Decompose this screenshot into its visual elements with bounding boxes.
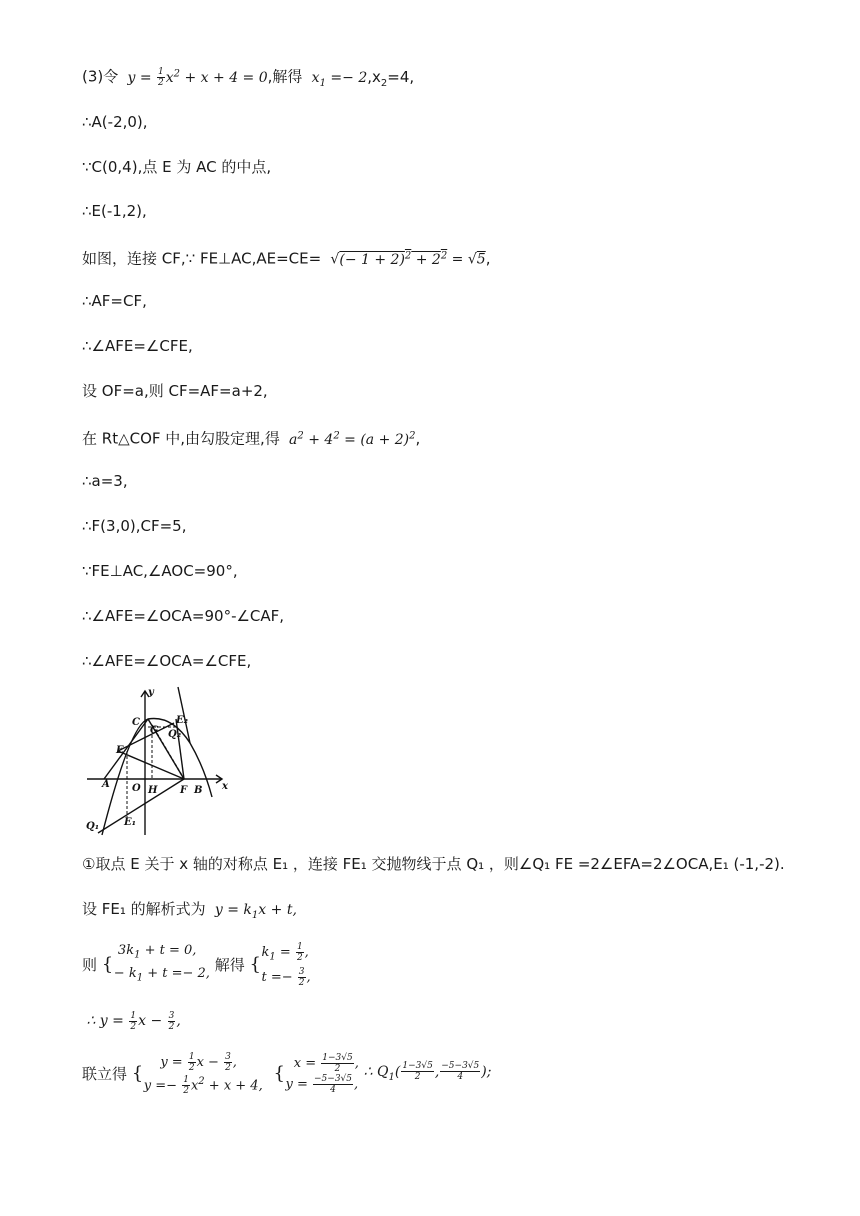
label-E1: E₁ bbox=[124, 817, 137, 828]
line-18 bbox=[82, 1010, 181, 1032]
label-O: O bbox=[132, 783, 141, 794]
line-9: 在 Rt△COF 中,由勾股定理,得 $a^2 + 4^2 = (a + 2)^2$, bbox=[82, 429, 421, 448]
parabola-figure bbox=[82, 685, 232, 837]
label-E2: E₂ bbox=[176, 715, 189, 726]
label-Q2: Q₂ bbox=[168, 729, 182, 740]
line-Q1F bbox=[98, 779, 184, 833]
line-3: ∵C(0,4),点 E 为 AC 的中点, bbox=[82, 158, 272, 176]
solution: $x_1 =- 2$ bbox=[307, 69, 368, 89]
line-12: ∵FE⊥AC,∠AOC=90°, bbox=[82, 562, 238, 580]
line-8: 设 OF=a,则 CF=AF=a+2, bbox=[82, 382, 268, 400]
equation-system-4: { x = $\frac{1-3√5}{2}$ , y = $\frac{-5-3√5}{4}$ , bbox=[273, 1053, 359, 1096]
text: 设 FE₁ 的解析式为 bbox=[82, 900, 206, 918]
line-16 bbox=[82, 899, 297, 926]
line-11: ∴F(3,0),CF=5, bbox=[82, 517, 187, 535]
text: 则 bbox=[82, 955, 98, 974]
text: 如图，连接 CF,∵ FE⊥AC,AE=CE= bbox=[82, 249, 322, 268]
label-F: F bbox=[180, 785, 188, 796]
text: ,解得 bbox=[267, 67, 303, 86]
line-10: ∴a=3, bbox=[82, 472, 128, 490]
equation-system-3: { y = $\frac{1}{2}$ x − $\frac{3}{2}$ , y =− $\frac{1}{2}$ $x^2 + x + 4$, bbox=[131, 1052, 263, 1097]
equation-system-1: { $3k_1 + t = 0$, − $k_1 + t =- 2$, bbox=[101, 943, 210, 984]
line-E2F bbox=[176, 719, 184, 779]
label-E: E bbox=[116, 745, 124, 756]
line-6: ∴AF=CF, bbox=[82, 292, 147, 310]
line-13: ∴∠AFE=∠OCA=90°-∠CAF, bbox=[82, 607, 285, 625]
equation: ∴ y = $\frac{1}{2}$ x − $\frac{3}{2}$ , bbox=[82, 1010, 181, 1032]
line-17 bbox=[82, 942, 311, 988]
text: 解得 bbox=[214, 955, 245, 974]
label-C: C bbox=[132, 717, 140, 728]
equation: y = $\frac{1}{2}$ $x^2 + x + 4 = 0$ bbox=[123, 67, 268, 89]
label-y: y bbox=[148, 687, 154, 698]
line-2: ∴A(-2,0), bbox=[82, 113, 148, 131]
line-AC bbox=[104, 719, 148, 779]
solution-rest: $,x_2=4$, bbox=[367, 67, 415, 89]
text: 联立得 bbox=[82, 1065, 128, 1084]
sqrt-equation: √(− $1 + 2)^2 + 2^2 = √5$ bbox=[325, 250, 486, 268]
line-7: ∴∠AFE=∠CFE, bbox=[82, 337, 193, 355]
line-1 bbox=[82, 64, 414, 94]
text: 在 Rt△COF 中,由勾股定理,得 bbox=[82, 429, 280, 448]
equation: $a^2 + 4^2 = (a + 2)^2$ bbox=[284, 430, 416, 448]
label-A: A bbox=[102, 779, 110, 790]
line-14: ∴∠AFE=∠OCA=∠CFE, bbox=[82, 652, 252, 670]
equation-system-2: { $k_1$ = $\frac{1}{2}$ , t =− $\frac{3}{2}$ , bbox=[249, 942, 311, 988]
line-15: ①取点 E 关于 x 轴的对称点 E₁ ，连接 FE₁ 交抛物线于点 Q₁ ，则∠Q₁ FE =2∠EFA=2∠OCA,E₁ (-1,-2). bbox=[82, 855, 785, 873]
label-B: B bbox=[194, 785, 203, 796]
result-Q1: ∴ $Q_1$( $\frac{1-3√5}{2}$ , $\frac{-5-3√5}{4}$ ); bbox=[363, 1061, 492, 1083]
line-EF bbox=[118, 751, 184, 779]
text: (3)令 bbox=[82, 67, 119, 86]
label-x: x bbox=[222, 781, 228, 792]
line-4: ∴E(-1,2), bbox=[82, 202, 147, 220]
equation: $y = k_1x + t$, bbox=[210, 902, 297, 921]
label-H: H bbox=[148, 785, 158, 796]
line-19 bbox=[82, 1052, 491, 1108]
label-G: G bbox=[150, 725, 159, 736]
line-5: 如图，连接 CF,∵ FE⊥AC,AE=CE= √(− $1 + 2)^2 + 2^2 = √5$, bbox=[82, 249, 491, 268]
label-Q1: Q₁ bbox=[86, 821, 100, 832]
